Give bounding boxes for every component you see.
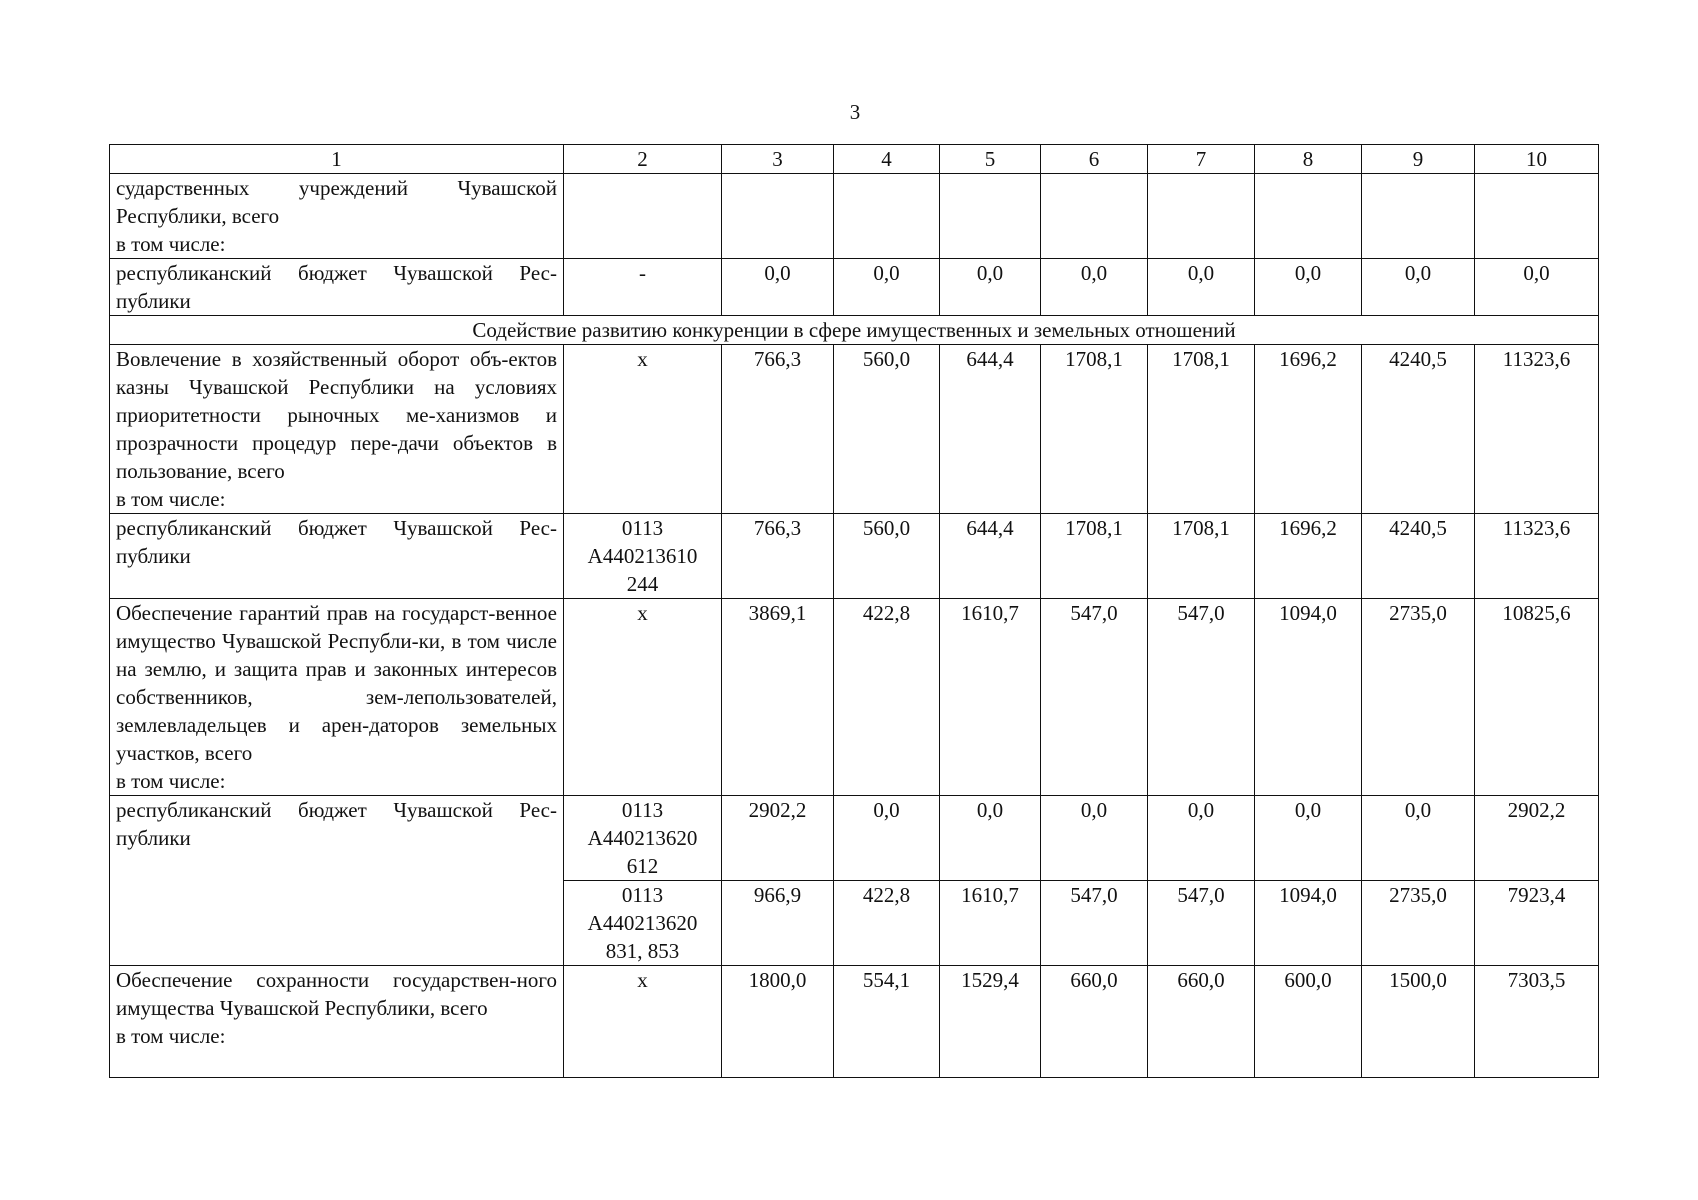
value-cell: 554,1 [834,966,940,1078]
row-name: сударственных учреждений Чувашской Республики, всего [116,176,557,228]
section-title: Содействие развитию конкуренции в сфере имущественных и земельных отношений [110,316,1599,345]
table-row [110,259,1599,316]
value-cell: 2902,2 [722,796,834,881]
budget-code-line: А440213620 [587,911,698,935]
row-name: Обеспечение гарантий прав на государст-венное имущество Чувашской Республи-ки, в том числе на землю, и защита прав и законных интересов собственников, зем-лепользователей, землевладельцев и арен-даторов земельных участков, всего [116,601,557,765]
row-name: республиканский бюджет Чувашской Рес-публики [116,798,557,850]
budget-code-line: 0113 [621,516,664,540]
row-name: республиканский бюджет Чувашской Рес-публики [116,261,557,313]
row-subtitle: в том числе: [116,487,226,511]
value-cell: 0,0 [1362,259,1475,316]
budget-code-cell [564,796,722,881]
value-cell [834,174,940,259]
value-cell: 547,0 [1041,881,1148,966]
table-row [110,966,1599,1078]
value-cell: 1094,0 [1255,599,1362,796]
budget-table [109,144,1599,1078]
budget-code-cell: x [564,345,722,514]
table-row [110,796,1599,881]
budget-code-cell [564,881,722,966]
value-cell: 1708,1 [1148,345,1255,514]
value-cell: 547,0 [1041,599,1148,796]
budget-code-line: 0113 [621,883,664,907]
column-header: 1 [110,145,564,174]
budget-code-cell: x [564,599,722,796]
value-cell: 10825,6 [1475,599,1599,796]
value-cell: 2735,0 [1362,881,1475,966]
table-row [110,174,1599,259]
page-number: 3 [849,100,861,124]
row-name-cell [110,966,564,1078]
value-cell: 1529,4 [940,966,1041,1078]
value-cell [722,174,834,259]
value-cell: 7923,4 [1475,881,1599,966]
section-row [110,316,1599,345]
value-cell [1362,174,1475,259]
row-name-cell [110,174,564,259]
value-cell [940,174,1041,259]
value-cell: 0,0 [834,259,940,316]
value-cell: 547,0 [1148,599,1255,796]
value-cell: 2735,0 [1362,599,1475,796]
column-header: 10 [1475,145,1599,174]
row-subtitle: в том числе: [116,232,226,256]
row-name: Обеспечение сохранности государствен-ного имущества Чувашской Республики, всего [116,968,557,1020]
value-cell [1255,174,1362,259]
row-subtitle: в том числе: [116,1024,226,1048]
column-header: 2 [564,145,722,174]
value-cell: 1708,1 [1041,345,1148,514]
row-name-cell [110,881,564,966]
value-cell: 1708,1 [1041,514,1148,599]
row-name: Вовлечение в хозяйственный оборот объ-ектов казны Чувашской Республики на условиях приоритетности рыночных ме-ханизмов и прозрачности процедур пере-дачи объектов в пользование, всего [116,347,557,483]
value-cell: 560,0 [834,514,940,599]
value-cell: 11323,6 [1475,345,1599,514]
value-cell: 422,8 [834,599,940,796]
row-subtitle: в том числе: [116,769,226,793]
value-cell: 0,0 [1148,259,1255,316]
value-cell: 0,0 [1148,796,1255,881]
column-header: 6 [1041,145,1148,174]
column-header: 8 [1255,145,1362,174]
row-name-cell [110,514,564,599]
value-cell: 0,0 [722,259,834,316]
column-header: 9 [1362,145,1475,174]
value-cell: 1094,0 [1255,881,1362,966]
value-cell: 0,0 [1041,259,1148,316]
table-row [110,599,1599,796]
value-cell: 1708,1 [1148,514,1255,599]
row-name-cell [110,599,564,796]
value-cell: 0,0 [1255,796,1362,881]
value-cell: 2902,2 [1475,796,1599,881]
value-cell: 1696,2 [1255,345,1362,514]
row-name-cell [110,345,564,514]
budget-code-line: А440213610 [587,544,698,568]
value-cell: 1500,0 [1362,966,1475,1078]
value-cell: 644,4 [940,345,1041,514]
row-name-cell [110,259,564,316]
budget-code-cell: x [564,966,722,1078]
row-name: республиканский бюджет Чувашской Рес-публики [116,516,557,568]
value-cell: 3869,1 [722,599,834,796]
column-header: 7 [1148,145,1255,174]
budget-code-line: 831, 853 [605,939,680,963]
value-cell: 0,0 [1255,259,1362,316]
value-cell: 547,0 [1148,881,1255,966]
value-cell: 766,3 [722,514,834,599]
value-cell: 966,9 [722,881,834,966]
value-cell: 560,0 [834,345,940,514]
budget-code-line: А440213620 [587,826,698,850]
budget-code-cell [564,174,722,259]
budget-code-cell: - [564,259,722,316]
column-header: 5 [940,145,1041,174]
value-cell: 1610,7 [940,881,1041,966]
value-cell: 7303,5 [1475,966,1599,1078]
value-cell: 0,0 [940,259,1041,316]
value-cell [1148,174,1255,259]
value-cell: 660,0 [1041,966,1148,1078]
value-cell [1041,174,1148,259]
budget-code-line: 244 [626,572,659,596]
column-header: 3 [722,145,834,174]
value-cell: 600,0 [1255,966,1362,1078]
value-cell [1475,174,1599,259]
value-cell: 0,0 [834,796,940,881]
budget-code-line: 0113 [621,798,664,822]
value-cell: 4240,5 [1362,345,1475,514]
value-cell: 766,3 [722,345,834,514]
value-cell: 1610,7 [940,599,1041,796]
row-name-cell [110,796,564,881]
table-row [110,881,1599,966]
value-cell: 0,0 [940,796,1041,881]
value-cell: 4240,5 [1362,514,1475,599]
value-cell: 1696,2 [1255,514,1362,599]
table-row [110,514,1599,599]
value-cell: 0,0 [1041,796,1148,881]
value-cell: 11323,6 [1475,514,1599,599]
column-header: 4 [834,145,940,174]
value-cell: 660,0 [1148,966,1255,1078]
value-cell: 644,4 [940,514,1041,599]
value-cell: 422,8 [834,881,940,966]
value-cell: 1800,0 [722,966,834,1078]
table-row [110,345,1599,514]
value-cell: 0,0 [1475,259,1599,316]
table-body [110,145,1599,1078]
budget-code-cell [564,514,722,599]
column-number-row [110,145,1599,174]
value-cell: 0,0 [1362,796,1475,881]
budget-code-line: 612 [626,854,659,878]
